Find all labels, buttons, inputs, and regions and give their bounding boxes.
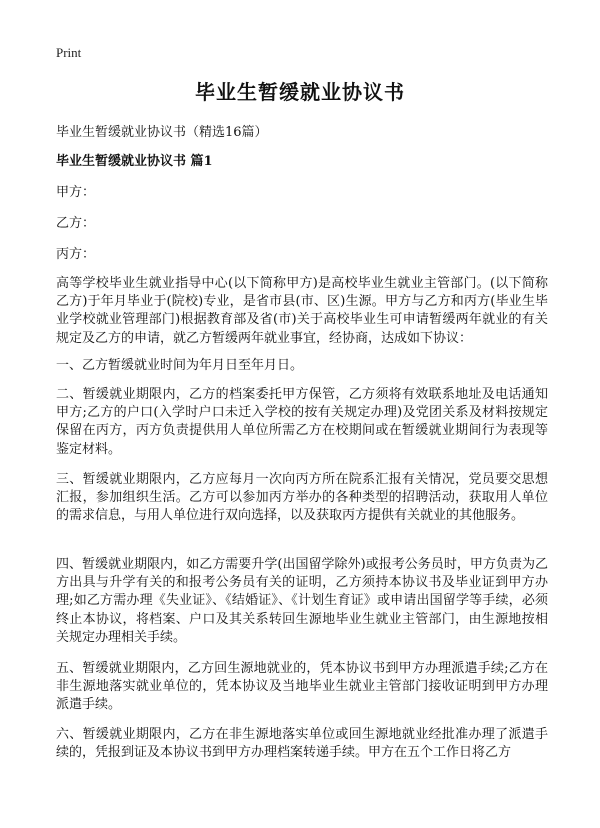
- document-title: 毕业生暂缓就业协议书: [195, 80, 405, 104]
- party-a-label: 甲方：: [56, 185, 96, 200]
- section-heading: 毕业生暂缓就业协议书 篇1: [56, 154, 213, 169]
- paragraph-clause-5: 五、暂缓就业期限内，乙方回生源地就业的，凭本协议书到甲方办理派遣手续;乙方在非生源地落实就业单位的，凭本协议及当地毕业生就业主管部门接收证明到甲方办理派遣手续。: [56, 661, 548, 713]
- paragraph-clause-6: 六、暂缓就业期限内，乙方在非生源地落实单位或回生源地就业经批准办理了派遣手续的，凭报到证及本协议书到甲方办理档案转递手续。甲方在五个工作日将乙方: [56, 727, 548, 761]
- paragraph-clause-3: 三、暂缓就业期限内，乙方应每月一次向丙方所在院系汇报有关情况，党员要交思想汇报，参加组织生活。乙方可以参加丙方举办的各种类型的招聘活动，获取用人单位的需求信息，与用人单位进行双向选择，以及获取丙方提供有关就业的其他服务。: [56, 472, 548, 524]
- paragraph-clause-1: 一、乙方暂缓就业时间为年月日至年月日。: [56, 358, 304, 373]
- party-c-label: 丙方：: [56, 247, 96, 262]
- party-b-label: 乙方：: [56, 216, 96, 231]
- paragraph-intro: 高等学校毕业生就业指导中心(以下简称甲方)是高校毕业生就业主管部门。(以下简称乙方)于年月毕业于(院校)专业，是省市县(市、区)生源。甲方与乙方和丙方(毕业生毕业学校就业管理部门)根据教育部及省(市)关于高校毕业生可申请暂缓两年就业的有关规定及乙方的申请，就乙方暂缓两年就业事宜，经协商，达成如下协议：: [56, 276, 548, 346]
- print-link[interactable]: Print: [56, 45, 82, 60]
- paragraph-clause-4: 四、暂缓就业期限内，如乙方需要升学(出国留学除外)或报考公务员时，甲方负责为乙方出具与升学有关的和报考公务员有关的证明，乙方须持本协议书及毕业证到甲方办理;如乙方需办理《失业证》、《结婚证》、《计划生育证》或申请出国留学等手续，必须终止本协议，将档案、户口及其关系转回生源地毕业生就业主管部门，由生源地按相关规定办理相关手续。: [56, 557, 548, 645]
- paragraph-clause-2: 二、暂缓就业期限内，乙方的档案委托甲方保管，乙方须将有效联系地址及电话通知甲方;乙方的户口(入学时户口未迁入学校的按有关规定办理)及党团关系及材料按规定保留在丙方，丙方负责提供用人单位所需乙方在校期间或在暂缓就业期间行为表现等鉴定材料。: [56, 387, 548, 457]
- document-subtitle: 毕业生暂缓就业协议书（精选16篇）: [56, 125, 268, 140]
